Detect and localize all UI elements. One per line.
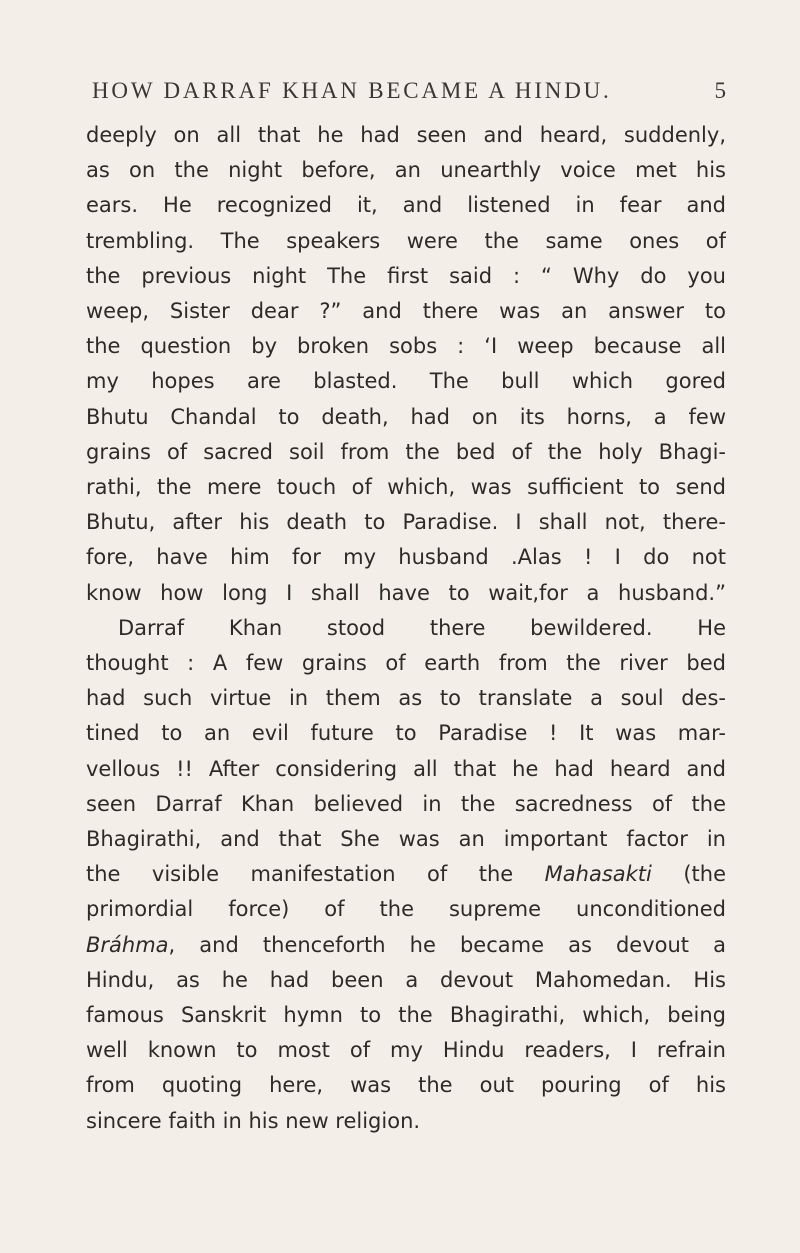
text-fragment: (the: [651, 862, 726, 887]
page-number: 5: [714, 78, 726, 103]
text-line: rathi, the mere touch of which, was sufficient to send: [86, 475, 726, 500]
text-line: Bhagirathi, and that She was an important factor in: [86, 827, 726, 852]
text-line: know how long I shall have to wait,for a husband.”: [86, 580, 726, 605]
page-header: [92, 78, 726, 118]
text-line: thought : A few grains of earth from the river bed: [86, 651, 726, 676]
text-line: as on the night before, an unearthly voice met his: [86, 158, 726, 183]
italic-term-brahma: Bráhma: [86, 932, 169, 957]
body-text: [86, 118, 726, 1139]
italic-term-mahasakti: Mahasakti: [544, 862, 652, 887]
text-line: Hindu, as he had been a devout Mahomedan. His: [86, 967, 726, 992]
text-line: deeply on all that he had seen and heard, suddenly,: [86, 123, 726, 147]
text-line: ears. He recognized it, and listened in fear and: [86, 193, 726, 218]
text-line: Bhutu, after his death to Paradise. I shall not, there-: [86, 510, 726, 535]
text-line: my hopes are blasted. The bull which gored: [86, 369, 726, 394]
text-fragment: the visible manifestation of the: [86, 862, 545, 887]
text-line: the question by broken sobs : ‘I weep because all: [86, 334, 726, 359]
text-line-brahma: [86, 928, 726, 963]
text-line: vellous !! After considering all that he had heard and: [86, 756, 726, 781]
text-line: primordial force) of the supreme unconditioned: [86, 897, 726, 922]
text-line: tined to an evil future to Paradise ! It was mar-: [86, 721, 726, 746]
paragraph-start-line: Darraf Khan stood there bewildered. He: [118, 615, 726, 640]
text-line-mahasakti: [86, 857, 726, 892]
text-line: famous Sanskrit hymn to the Bhagirathi, which, being: [86, 1003, 726, 1028]
text-line: from quoting here, was the out pouring of his: [86, 1073, 726, 1098]
text-line: the previous night The first said : “ Why do you: [86, 263, 726, 288]
text-fragment: , and thenceforth he became as devout a: [168, 932, 726, 957]
text-line: weep, Sister dear ?” and there was an answer to: [86, 299, 726, 324]
text-line: had such virtue in them as to translate a soul des-: [86, 686, 726, 711]
text-line: well known to most of my Hindu readers, I refrain: [86, 1038, 726, 1063]
text-line: seen Darraf Khan believed in the sacredness of the: [86, 791, 726, 816]
text-line: fore, have him for my husband .Alas ! I do not: [86, 545, 726, 570]
running-head: HOW DARRAF KHAN BECAME A HINDU.: [92, 78, 612, 103]
text-line: trembling. The speakers were the same ones of: [86, 228, 726, 253]
final-text-line: sincere faith in his new religion.: [86, 1108, 421, 1133]
text-line: grains of sacred soil from the bed of the holy Bhagi-: [86, 439, 726, 464]
text-line: Bhutu Chandal to death, had on its horns, a few: [86, 404, 726, 429]
